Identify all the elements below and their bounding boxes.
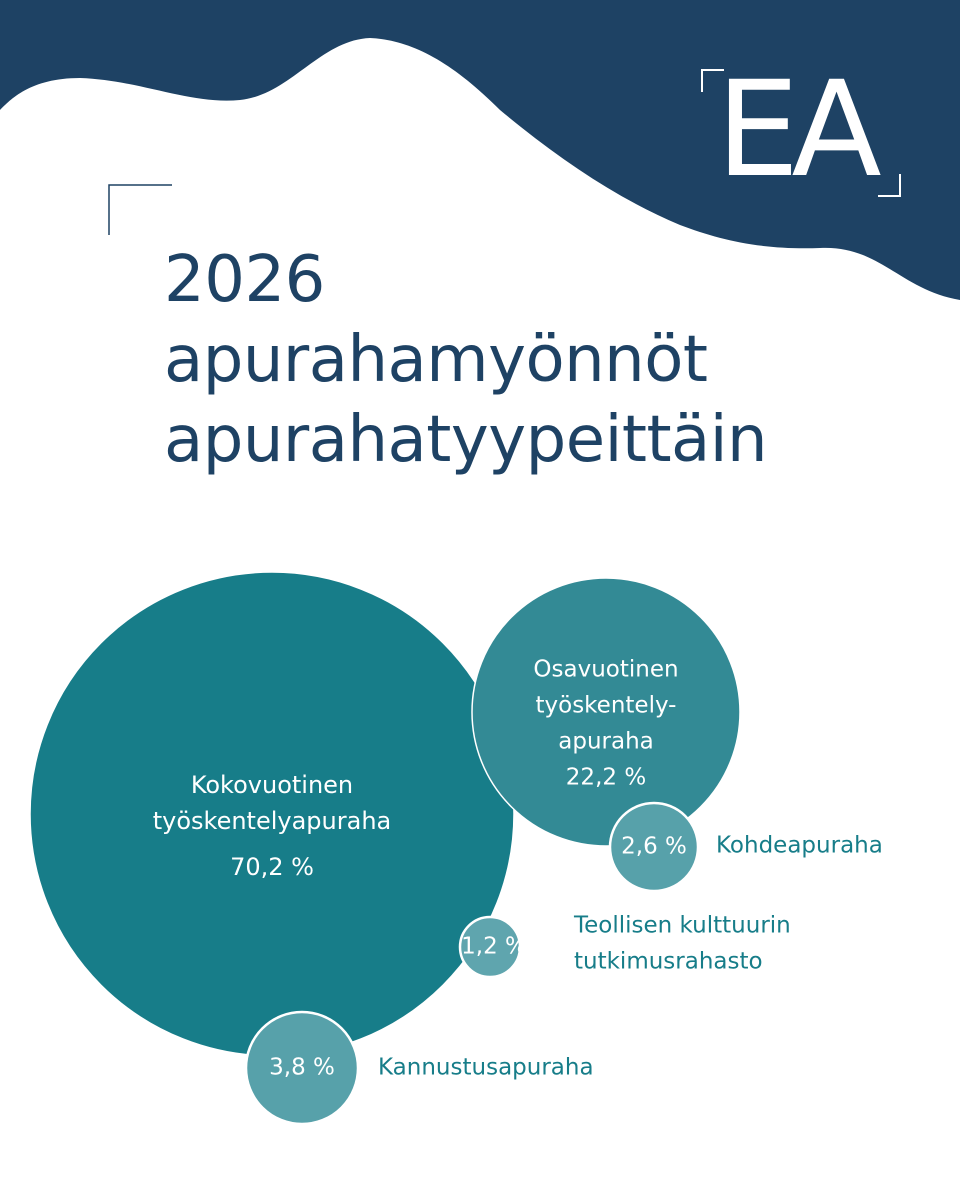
bubble-label-osavuotinen-ty-skentelyapuraha-line-1: Osavuotinen — [533, 656, 679, 683]
bubble-label-kannustusapuraha-line-1: Kannustusapuraha — [378, 1054, 594, 1081]
title-line-3: apurahatyypeittäin — [164, 403, 768, 477]
bubble-value-kokovuotinen-ty-skentelyapuraha: 70,2 % — [230, 853, 314, 881]
title-line-2: apurahamyönnöt — [164, 323, 708, 397]
bubble-label-kokovuotinen-ty-skentelyapuraha-line-1: Kokovuotinen — [190, 771, 354, 799]
bubble-label-kohdeapuraha-line-1: Kohdeapuraha — [716, 832, 883, 859]
bubble-value-osavuotinen-ty-skentelyapuraha: 22,2 % — [565, 764, 647, 791]
bubble-value-kannustusapuraha: 3,8 % — [269, 1054, 335, 1081]
bubble-value-teollisen-kulttuurin-tutkimusrahasto: 1,2 % — [461, 933, 527, 960]
bubble-label-osavuotinen-ty-skentelyapuraha-line-3: apuraha — [558, 728, 654, 755]
bubble-value-kohdeapuraha: 2,6 % — [621, 833, 687, 860]
bubble-label-osavuotinen-ty-skentelyapuraha-line-2: työskentely- — [535, 692, 677, 719]
bubble-label-teollisen-kulttuurin-tutkimusrahasto-line-1: Teollisen kulttuurin — [574, 912, 791, 939]
title-line-1: 2026 — [164, 243, 325, 317]
brand-logo: EA — [716, 53, 874, 207]
bubble-label-kokovuotinen-ty-skentelyapuraha-line-2: työskentelyapuraha — [152, 807, 392, 835]
bubble-label-teollisen-kulttuurin-tutkimusrahasto-line-2: tutkimusrahasto — [574, 948, 763, 975]
